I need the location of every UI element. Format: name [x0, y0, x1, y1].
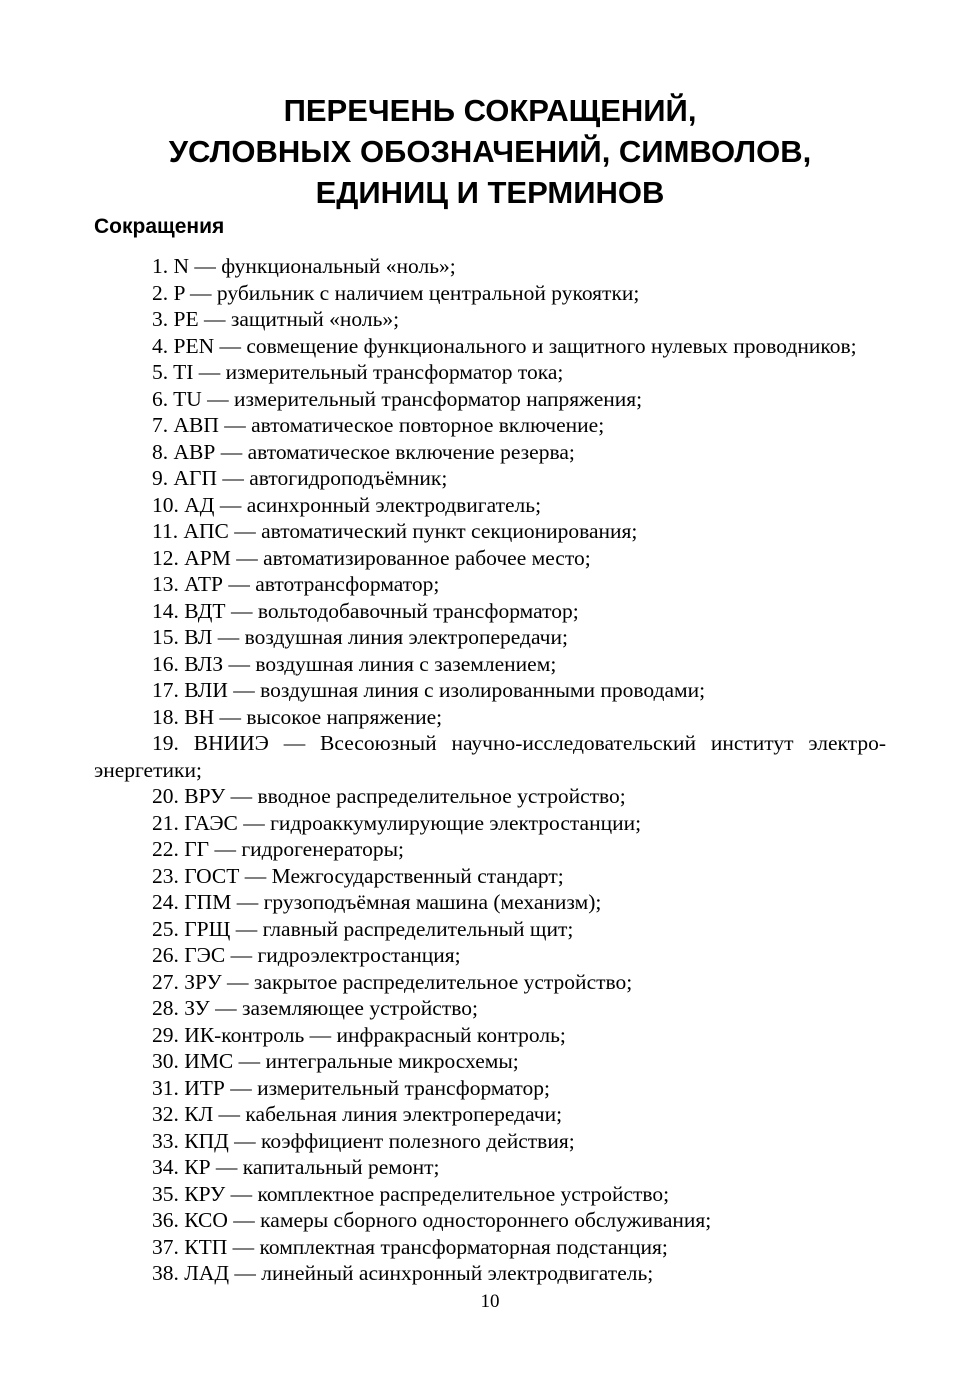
list-item: 5. TI — измерительный трансформатор тока;: [152, 360, 564, 384]
list-item: 20. ВРУ — вводное распределительное устройство;: [152, 784, 626, 808]
list-item: 37. КТП — комплектная трансформаторная подстанция;: [152, 1234, 668, 1259]
list-item: 15. ВЛ — воздушная линия электропередачи;: [152, 625, 568, 649]
list-item: 22. ГГ — гидрогенераторы;: [152, 837, 405, 861]
list-item: 28. ЗУ — заземляющее устройство;: [152, 996, 478, 1020]
list-item: 24. ГПМ — грузоподъёмная машина (механизм);: [152, 890, 602, 914]
list-item: 36. КСО — камеры сборного одностороннего обслуживания;: [152, 1208, 712, 1232]
list-item: 31. ИТР — измерительный трансформатор;: [152, 1075, 550, 1100]
list-item: 33. КПД — коэффициент полезного действия;: [152, 1128, 575, 1153]
list-item: 16. ВЛЗ — воздушная линия с заземлением;: [152, 651, 557, 676]
list-item: 25. ГРЩ — главный распределительный щит;: [152, 916, 574, 941]
list-item: 19. ВНИИЭ — Всесоюзный научно-исследовательский институт электро-энергетики;: [94, 731, 886, 782]
list-item: 34. КР — капитальный ремонт;: [152, 1155, 440, 1179]
abbreviation-list: [94, 253, 886, 1287]
list-item: 32. КЛ — кабельная линия электропередачи;: [152, 1102, 563, 1126]
list-item: 1. N — функциональный «ноль»;: [152, 254, 456, 278]
list-item: 12. АРМ — автоматизированное рабочее место;: [152, 545, 591, 570]
list-item: 6. TU — измерительный трансформатор напряжения;: [152, 386, 643, 411]
list-item: 18. ВН — высокое напряжение;: [152, 704, 443, 729]
list-item: 10. АД — асинхронный электродвигатель;: [152, 492, 542, 517]
page-title-line-3: ЕДИНИЦ И ТЕРМИНОВ: [315, 175, 665, 210]
list-item: 13. АТР — автотрансформатор;: [152, 572, 440, 596]
list-item: 3. PE — защитный «ноль»;: [152, 307, 400, 331]
list-item: 38. ЛАД — линейный асинхронный электродвигатель;: [152, 1261, 654, 1285]
list-item: 8. АВР — автоматическое включение резерва;: [152, 439, 575, 464]
list-item: 29. ИК-контроль — инфракрасный контроль;: [152, 1022, 566, 1047]
page-number: 10: [480, 1291, 500, 1312]
list-item: 2. P — рубильник с наличием центральной рукоятки;: [152, 280, 640, 305]
list-item: 17. ВЛИ — воздушная линия с изолированными проводами;: [152, 678, 706, 702]
page-title: [0, 90, 980, 213]
list-item: 4. PEN — совмещение функционального и защитного нулевых проводников;: [152, 333, 857, 358]
list-item: 30. ИМС — интегральные микросхемы;: [152, 1049, 519, 1073]
list-item: 9. АГП — автогидроподъёмник;: [152, 466, 448, 490]
page-title-line-1: ПЕРЕЧЕНЬ СОКРАЩЕНИЙ,: [283, 93, 697, 128]
list-item: 23. ГОСТ — Межгосударственный стандарт;: [152, 863, 564, 888]
list-item: 21. ГАЭС — гидроаккумулирующие электростанции;: [152, 810, 642, 835]
list-item: 7. АВП — автоматическое повторное включение;: [152, 413, 605, 437]
list-item: 11. АПС — автоматический пункт секционирования;: [152, 519, 638, 543]
list-item: 14. ВДТ — вольтодобавочный трансформатор;: [152, 598, 579, 623]
list-item: 26. ГЭС — гидроэлектростанция;: [152, 943, 461, 967]
section-heading: Сокращения: [94, 215, 225, 238]
list-item: 35. КРУ — комплектное распределительное устройство;: [152, 1181, 670, 1206]
list-item: 27. ЗРУ — закрытое распределительное устройство;: [152, 969, 633, 994]
page-title-line-2: УСЛОВНЫХ ОБОЗНАЧЕНИЙ, СИМВОЛОВ,: [168, 134, 812, 169]
